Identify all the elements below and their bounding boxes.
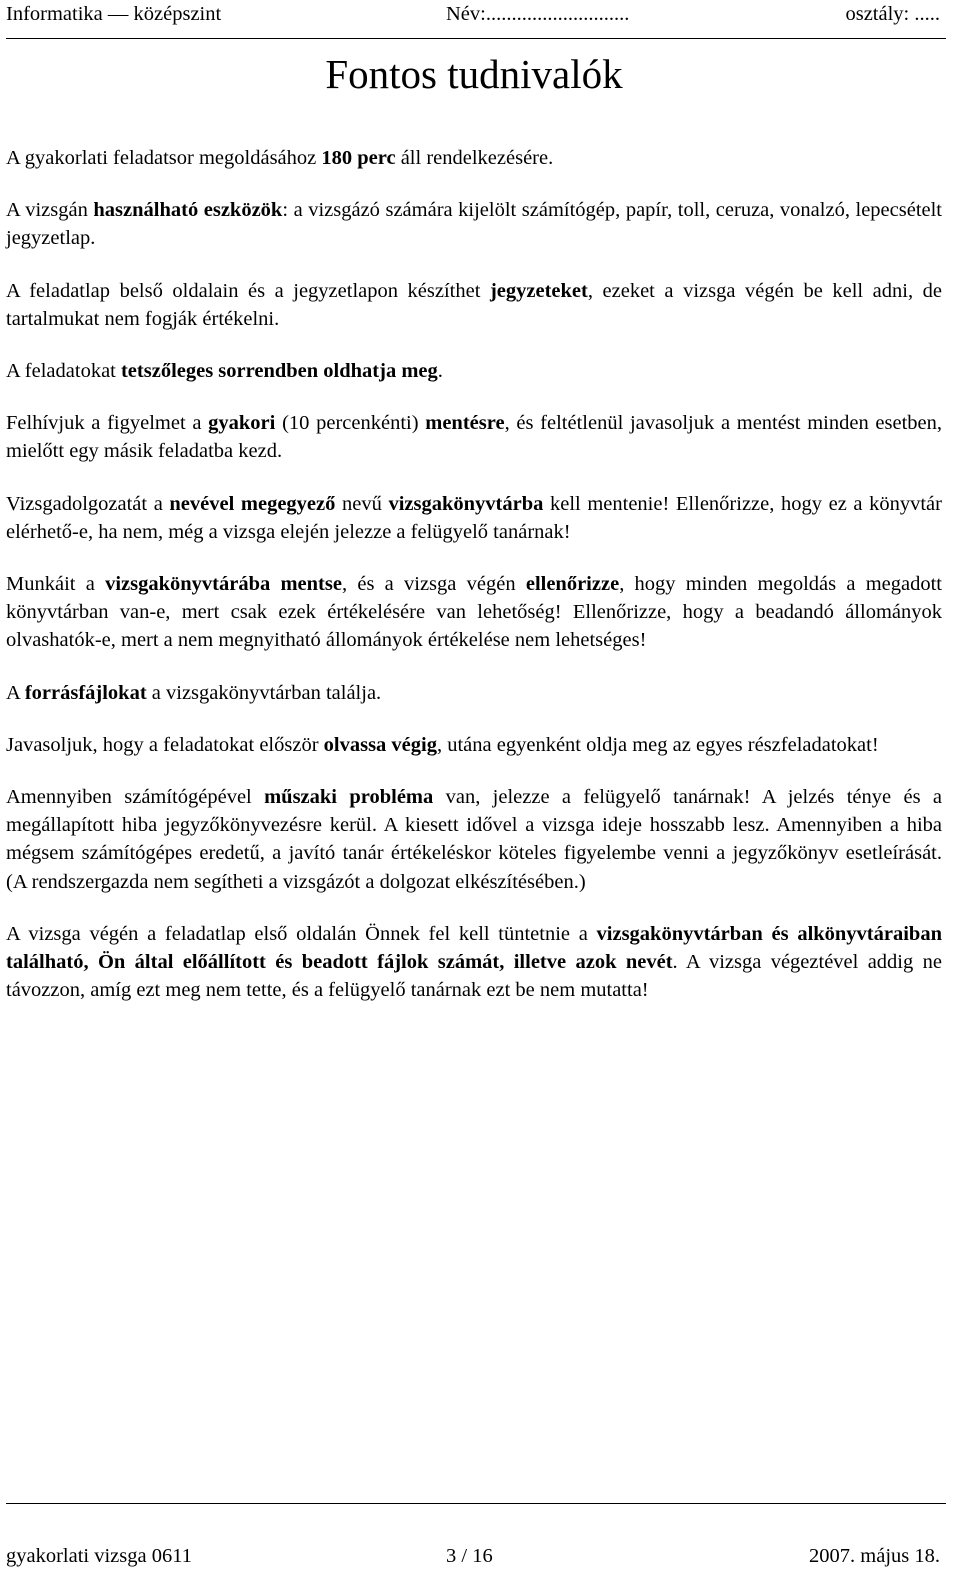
text-run: Amennyiben számítógépével [6, 786, 265, 809]
bold-text: olvassa végig [323, 733, 437, 756]
bold-text: forrásfájlokat [24, 681, 147, 704]
bold-text: vizsgakönyvtárába mentse [105, 573, 342, 596]
bold-text: ellenőrizze [525, 573, 620, 596]
text-run: áll rendelkezésére. [395, 147, 554, 169]
text-run: , ezeket a vizsga végén be kell adni, de tartalmukat nem fogják értékelni. [6, 279, 942, 330]
text-run: A feladatokat [6, 360, 121, 383]
text-run: van, jelezze a felügyelő tanárnak! A jelzés ténye és a megállapított hiba jegyzőkönyvezésre kerül. A kiesett idővel a vizsga ideje hosszabb lesz. Amennyiben a hiba mégsem számítógépes eredetű, a javító tanár értékeléskor köteles figyelembe venni a jegyzőkönyv esetleírását. (A rendszergazda nem segítheti a vizsgázót a dolgozat elkészítésében.) [6, 786, 942, 893]
instruction-paragraph [6, 196, 942, 252]
text-run: Javasoljuk, hogy a feladatokat először [6, 733, 324, 756]
text-run: Vizsgadolgozatát a [6, 492, 170, 515]
instructions-body [6, 144, 942, 1028]
footer-date: 2007. május 18. [809, 1545, 940, 1567]
bold-text: használható eszközök [93, 199, 283, 222]
instruction-paragraph [6, 679, 942, 707]
text-run: , hogy minden megoldás a megadott könyvtárban van-e, mert csak ezek értékelésére van lehetőség! Ellenőrizze, hogy a beadandó állományok olvashatók-e, mert a nem megnyitható állományok értékelése nem lehetséges! [6, 573, 942, 652]
bold-text: gyakori [208, 412, 276, 435]
text-run: (10 percenkénti) [275, 412, 426, 435]
bold-text: jegyzeteket [489, 279, 588, 302]
bold-text: mentésre [425, 412, 505, 435]
page-footer [6, 1503, 946, 1594]
text-run: : a vizsgázó számára kijelölt számítógép, papír, toll, ceruza, vonalzó, lepecsételt jegyzetlap. [6, 199, 943, 250]
header-class-field: osztály: ..... [845, 3, 940, 25]
text-run: . A vizsga végeztével addig ne távozzon, amíg ezt meg nem tette, és a felügyelő tanárnak ezt be nem mutatta! [6, 951, 942, 1002]
header-name-field: Név:............................ [446, 3, 630, 25]
text-run: A gyakorlati feladatsor megoldásához [6, 147, 322, 169]
bold-text: 180 perc [321, 147, 396, 169]
page-title: Fontos tudnivalók [325, 51, 623, 97]
instruction-paragraph [6, 409, 942, 465]
instruction-paragraph [6, 144, 942, 172]
text-run: Munkáit a [6, 573, 106, 596]
text-run: , utána egyenként oldja meg az egyes részfeladatokat! [436, 733, 879, 756]
text-run: kell mentenie! Ellenőrizze, hogy ez a könyvtár elérhető-e, ha nem, még a vizsga elején jelezze a felügyelő tanárnak! [6, 492, 942, 543]
instruction-paragraph [6, 783, 942, 896]
text-run: A [6, 681, 25, 704]
text-run: , és feltétlenül javasoljuk a mentést minden esetben, mielőtt egy másik feladatba kezd. [6, 412, 942, 463]
bold-text: műszaki probléma [264, 786, 434, 809]
text-run: a vizsgakönyvtárban találja. [146, 681, 382, 704]
text-run: nevű [335, 492, 389, 515]
instruction-paragraph [6, 731, 942, 759]
header-subject: Informatika — középszint [6, 3, 222, 25]
instruction-paragraph [6, 357, 942, 385]
instruction-paragraph [6, 920, 942, 1005]
instruction-paragraph [6, 570, 942, 655]
text-run: A vizsgán [6, 199, 94, 222]
text-run: Felhívjuk a figyelmet a [6, 412, 209, 435]
text-run: . [437, 360, 443, 383]
bold-text: nevével megegyező [169, 492, 336, 515]
text-run: A vizsga végén a feladatlap első oldalán Önnek fel kell tüntetnie a [6, 922, 597, 945]
footer-exam: gyakorlati vizsga 0611 [6, 1545, 192, 1567]
bold-text: vizsgakönyvtárban és alkönyvtáraiban található, Ön által előállított és beadott fájlok számát, illetve azok nevét [6, 922, 942, 974]
instruction-paragraph [6, 490, 942, 546]
bold-text: tetszőleges sorrendben oldhatja meg [120, 360, 438, 383]
instruction-paragraph [6, 277, 942, 333]
footer-page-number: 3 / 16 [446, 1545, 493, 1567]
page-header [6, 0, 946, 39]
bold-text: vizsgakönyvtárba [388, 492, 544, 515]
text-run: , és a vizsga végén [341, 573, 526, 596]
text-run: A feladatlap belső oldalain és a jegyzetlapon készíthet [6, 279, 490, 302]
